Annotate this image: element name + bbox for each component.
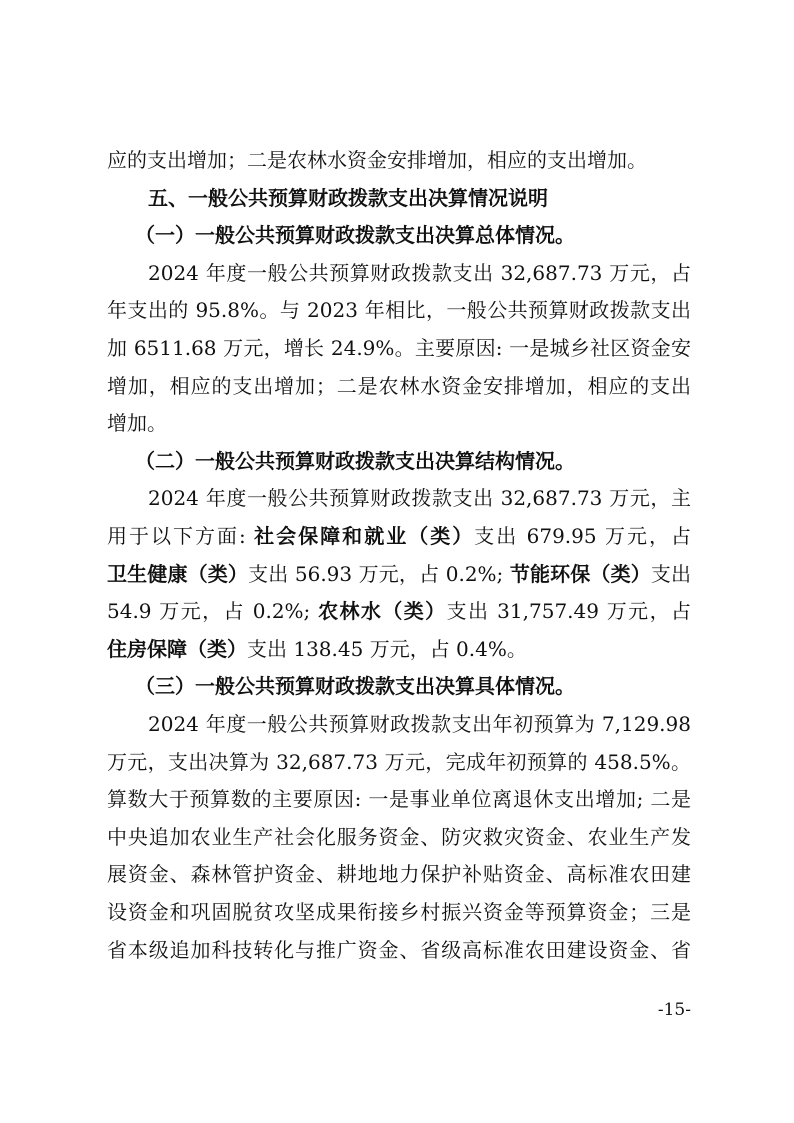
text-segment: 支出 — [650, 561, 691, 586]
text-line — [107, 374, 691, 398]
text-segment: 2024 年度一般公共预算财政拨款支出年初预算为 7,129.98 — [148, 712, 691, 736]
text-line — [148, 186, 691, 210]
text-line — [135, 223, 691, 247]
text-segment: 设资金和巩固脱贫攻坚成果衔接乡村振兴资金等预算资金；三是 — [107, 900, 691, 924]
text-segment: 54.9 万元，占 0.2%; — [107, 599, 319, 624]
text-segment: 增加。 — [107, 411, 167, 436]
bold-text-segment: （三）一般公共预算财政拨款支出决算具体情况。 — [135, 674, 575, 699]
text-segment: 用于以下方面: — [107, 524, 255, 548]
text-line — [135, 449, 691, 473]
text-segment: 展资金、森林管护资金、耕地地力保护补贴资金、高标准农田建 — [107, 862, 691, 887]
text-line — [107, 524, 691, 548]
text-segment: 支出 679.95 万元，占 — [474, 524, 691, 548]
text-segment: 增加，相应的支出增加；二是农林水资金安排增加，相应的支出 — [107, 373, 691, 398]
text-line — [107, 637, 691, 661]
text-line — [107, 825, 691, 849]
page-number: -15- — [657, 1000, 691, 1020]
text-line — [107, 298, 691, 322]
text-line — [107, 148, 691, 172]
text-line — [107, 599, 691, 623]
text-segment: 2024 年度一般公共预算财政拨款支出 32,687.73 万元，主 — [148, 486, 691, 511]
text-segment: 支出 31,757.49 万元，占 — [446, 599, 691, 624]
bold-text-segment: 社会保障和就业（类） — [254, 524, 475, 548]
text-segment: 省本级追加科技转化与推广资金、省级高标准农田建设资金、省 — [107, 937, 691, 962]
text-line — [107, 336, 691, 360]
text-segment: 支出 138.45 万元，占 0.4%。 — [247, 636, 527, 661]
bold-text-segment: 卫生健康（类） — [107, 561, 249, 586]
text-segment: 2024 年度一般公共预算财政拨款支出 32,687.73 万元，占 — [148, 260, 691, 285]
text-segment: 算数大于预算数的主要原因: 一是事业单位离退休支出增加; 二是 — [107, 787, 691, 812]
text-line — [107, 750, 691, 774]
text-segment: 万元，支出决算为 32,687.73 万元，完成年初预算的 458.5%。 — [107, 749, 691, 774]
text-line — [135, 674, 691, 698]
bold-text-segment: （一）一般公共预算财政拨款支出决算总体情况。 — [135, 223, 575, 248]
text-segment: 应的支出增加；二是农林水资金安排增加，相应的支出增加。 — [107, 148, 647, 172]
bold-text-segment: （二）一般公共预算财政拨款支出决算结构情况。 — [135, 448, 575, 473]
text-line — [107, 562, 691, 586]
text-line — [107, 938, 691, 962]
text-segment: 年支出的 95.8%。与 2023 年相比，一般公共预算财政拨款支出 — [107, 298, 691, 323]
text-line — [107, 787, 691, 811]
bold-text-segment: 农林水（类） — [318, 599, 447, 624]
text-line — [107, 411, 691, 435]
text-line — [148, 261, 691, 285]
text-segment: 中央追加农业生产社会化服务资金、防灾救灾资金、农业生产发 — [107, 824, 691, 849]
text-segment: 支出 56.93 万元，占 0.2%; — [248, 561, 510, 586]
text-segment: 加 6511.68 万元，增长 24.9%。主要原因: 一是城乡社区资金安 — [107, 336, 691, 360]
text-line — [148, 486, 691, 510]
text-line — [107, 862, 691, 886]
bold-text-segment: 节能环保（类） — [509, 561, 651, 586]
bold-text-segment: 五、一般公共预算财政拨款支出决算情况说明 — [148, 185, 548, 210]
bold-text-segment: 住房保障（类） — [107, 636, 247, 661]
text-line — [107, 900, 691, 924]
text-line — [148, 712, 691, 736]
